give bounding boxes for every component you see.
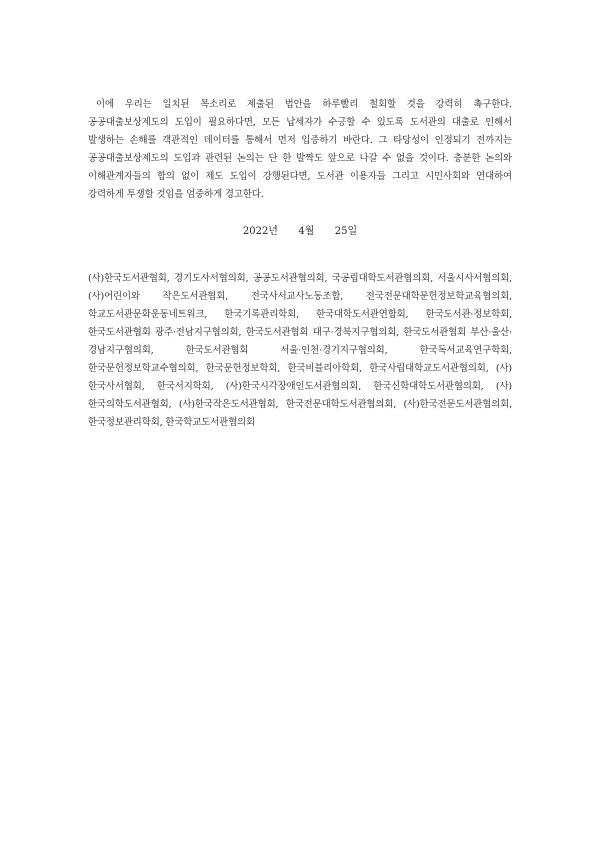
date-day: 25일 bbox=[334, 226, 358, 237]
statement-paragraph: 이에 우리는 일치된 목소리로 제출된 법안을 하루빨리 철회할 것을 강력히 촉구한다. 공공대출보상제도의 도입이 필요하다면, 모든 납세자가 수긍할 수 있도록 도서관의 대출로 인해서 발생하는 손해를 객관적인 데이터를 통해서 먼저 입증하기 바란다. 그 타당성이 인정되기 전까지는 공공대출보상제도의 도입과 관련된 논의는 단 한 발짝도 앞으로 나갈 수 없을 것이다. 충분한 논의와 이해관계자들의 합의 없이 제도 도입이 강행된다면, 도서관 이용자들 그리고 시민사회와 연대하여 강력하게 투쟁할 것임을 엄중하게 경고한다. bbox=[88, 99, 512, 200]
statement-date bbox=[0, 225, 600, 239]
date-month: 4월 bbox=[298, 226, 315, 237]
signatory-organizations: (사)한국도서관협회, 경기도사서협의회, 공공도서관협의회, 국공립대학도서관협의회, 서울시사서협의회, (사)어린이와 작은도서관협회, 전국사서교사노동조합, 전국전문대학문헌정보학교육협의회, 학교도서관문화운동네트워크, 한국기록관리학회, 한국대학도서관연합회, 한국도서관·정보학회, 한국도서관협회 광주·전남지구협의회, 한국도서관협회 대구·경북지구협의회, 한국도서관협회 부산·울산·경남지구협의회, 한국도서관협회 서울·인천·경기지구협의회, 한국독서교육연구학회, 한국문헌정보학교수협의회, 한국문헌정보학회, 한국비블리아학회, 한국사립대학교도서관협의회, (사)한국사서협회, 한국서지학회, (사)한국시각장애인도서관협의회, 한국신학대학도서관협의회, (사)한국의학도서관협회, (사)한국작은도서관협회, 한국전문대학도서관협의회, (사)한국전문도서관협의회, 한국정보관리학회, 한국학교도서관협의회 bbox=[88, 273, 512, 428]
date-year: 2022년 bbox=[242, 226, 278, 237]
